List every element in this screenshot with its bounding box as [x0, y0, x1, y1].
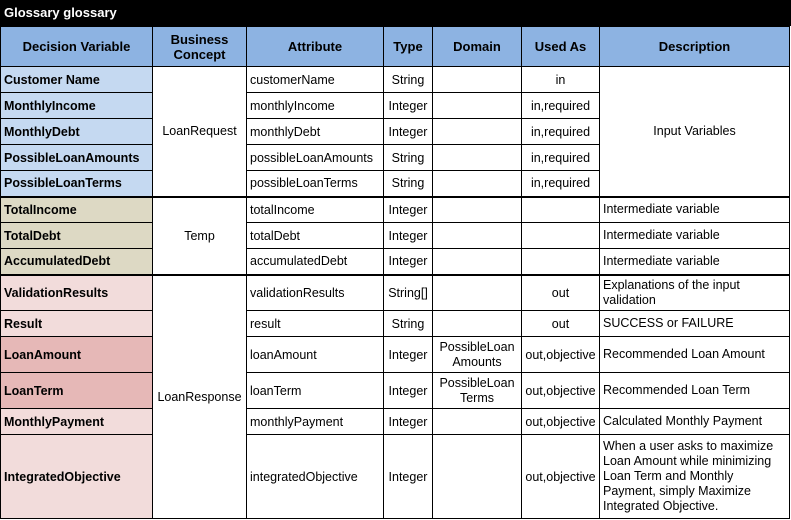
cell-variable[interactable]: AccumulatedDebt — [1, 249, 153, 275]
cell-description[interactable]: When a user asks to maximize Loan Amount while minimizing Loan Term and Monthly Payment, simply Maximize Integrated Objective. — [600, 435, 790, 519]
cell-attribute[interactable]: integratedObjective — [247, 435, 384, 519]
cell-attribute[interactable]: customerName — [247, 67, 384, 93]
cell-type[interactable]: Integer — [384, 197, 433, 223]
header-used-as: Used As — [522, 27, 600, 67]
cell-type[interactable]: String — [384, 171, 433, 197]
cell-variable[interactable]: MonthlyPayment — [1, 409, 153, 435]
cell-attribute[interactable]: totalIncome — [247, 197, 384, 223]
table-row — [1, 223, 790, 249]
table-row — [1, 373, 790, 409]
cell-type[interactable]: String[] — [384, 275, 433, 311]
cell-used-as[interactable]: in,required — [522, 119, 600, 145]
cell-used-as[interactable]: in,required — [522, 93, 600, 119]
cell-domain[interactable] — [433, 67, 522, 93]
cell-used-as[interactable]: in — [522, 67, 600, 93]
cell-variable[interactable]: Result — [1, 311, 153, 337]
cell-type[interactable]: String — [384, 67, 433, 93]
table-row — [1, 337, 790, 373]
cell-description[interactable]: Explanations of the input validation — [600, 275, 790, 311]
cell-domain[interactable] — [433, 223, 522, 249]
cell-type[interactable]: Integer — [384, 119, 433, 145]
cell-description[interactable]: Recommended Loan Term — [600, 373, 790, 409]
cell-attribute[interactable]: totalDebt — [247, 223, 384, 249]
cell-description[interactable]: Input Variables — [600, 67, 790, 197]
header-type: Type — [384, 27, 433, 67]
table-row — [1, 275, 790, 311]
cell-business-concept[interactable]: Temp — [153, 197, 247, 275]
cell-used-as[interactable]: in,required — [522, 145, 600, 171]
cell-type[interactable]: Integer — [384, 435, 433, 519]
cell-domain[interactable] — [433, 311, 522, 337]
cell-used-as[interactable]: out,objective — [522, 435, 600, 519]
cell-type[interactable]: Integer — [384, 373, 433, 409]
cell-domain[interactable] — [433, 171, 522, 197]
cell-used-as[interactable] — [522, 197, 600, 223]
cell-domain[interactable] — [433, 197, 522, 223]
cell-attribute[interactable]: loanAmount — [247, 337, 384, 373]
cell-description[interactable]: SUCCESS or FAILURE — [600, 311, 790, 337]
cell-used-as[interactable]: out — [522, 311, 600, 337]
table-row — [1, 67, 790, 93]
cell-description[interactable]: Recommended Loan Amount — [600, 337, 790, 373]
cell-type[interactable]: String — [384, 311, 433, 337]
cell-variable[interactable]: PossibleLoanAmounts — [1, 145, 153, 171]
cell-variable[interactable]: IntegratedObjective — [1, 435, 153, 519]
cell-description[interactable]: Intermediate variable — [600, 249, 790, 275]
cell-domain[interactable]: PossibleLoan Terms — [433, 373, 522, 409]
header-attribute: Attribute — [247, 27, 384, 67]
cell-domain[interactable] — [433, 249, 522, 275]
cell-attribute[interactable]: monthlyPayment — [247, 409, 384, 435]
cell-used-as[interactable]: out,objective — [522, 409, 600, 435]
cell-type[interactable]: Integer — [384, 409, 433, 435]
cell-variable[interactable]: ValidationResults — [1, 275, 153, 311]
cell-variable[interactable]: LoanTerm — [1, 373, 153, 409]
glossary-table — [0, 26, 790, 519]
cell-type[interactable]: String — [384, 145, 433, 171]
cell-domain[interactable] — [433, 409, 522, 435]
cell-used-as[interactable]: out — [522, 275, 600, 311]
cell-description[interactable]: Calculated Monthly Payment — [600, 409, 790, 435]
sheet-title: Glossary glossary — [0, 0, 791, 26]
cell-variable[interactable]: TotalDebt — [1, 223, 153, 249]
cell-type[interactable]: Integer — [384, 223, 433, 249]
cell-attribute[interactable]: loanTerm — [247, 373, 384, 409]
cell-attribute[interactable]: result — [247, 311, 384, 337]
header-description: Description — [600, 27, 790, 67]
cell-used-as[interactable]: out,objective — [522, 337, 600, 373]
cell-used-as[interactable]: out,objective — [522, 373, 600, 409]
cell-variable[interactable]: TotalIncome — [1, 197, 153, 223]
cell-used-as[interactable] — [522, 223, 600, 249]
cell-attribute[interactable]: monthlyDebt — [247, 119, 384, 145]
cell-type[interactable]: Integer — [384, 249, 433, 275]
cell-domain[interactable] — [433, 119, 522, 145]
table-row — [1, 197, 790, 223]
cell-variable[interactable]: LoanAmount — [1, 337, 153, 373]
cell-used-as[interactable]: in,required — [522, 171, 600, 197]
cell-type[interactable]: Integer — [384, 93, 433, 119]
cell-domain[interactable]: PossibleLoan Amounts — [433, 337, 522, 373]
cell-variable[interactable]: PossibleLoanTerms — [1, 171, 153, 197]
cell-domain[interactable] — [433, 93, 522, 119]
header-business-concept: Business Concept — [153, 27, 247, 67]
cell-business-concept[interactable]: LoanRequest — [153, 67, 247, 197]
cell-attribute[interactable]: monthlyIncome — [247, 93, 384, 119]
table-row — [1, 249, 790, 275]
cell-variable[interactable]: MonthlyIncome — [1, 93, 153, 119]
table-row — [1, 409, 790, 435]
cell-variable[interactable]: MonthlyDebt — [1, 119, 153, 145]
cell-description[interactable]: Intermediate variable — [600, 223, 790, 249]
cell-type[interactable]: Integer — [384, 337, 433, 373]
header-domain: Domain — [433, 27, 522, 67]
header-decision-variable: Decision Variable — [1, 27, 153, 67]
cell-domain[interactable] — [433, 275, 522, 311]
cell-attribute[interactable]: validationResults — [247, 275, 384, 311]
cell-attribute[interactable]: possibleLoanAmounts — [247, 145, 384, 171]
cell-variable[interactable]: Customer Name — [1, 67, 153, 93]
table-row — [1, 435, 790, 519]
cell-attribute[interactable]: accumulatedDebt — [247, 249, 384, 275]
cell-business-concept[interactable]: LoanResponse — [153, 275, 247, 519]
cell-domain[interactable] — [433, 435, 522, 519]
cell-attribute[interactable]: possibleLoanTerms — [247, 171, 384, 197]
cell-description[interactable]: Intermediate variable — [600, 197, 790, 223]
cell-domain[interactable] — [433, 145, 522, 171]
header-row — [1, 27, 790, 67]
cell-used-as[interactable] — [522, 249, 600, 275]
table-row — [1, 311, 790, 337]
